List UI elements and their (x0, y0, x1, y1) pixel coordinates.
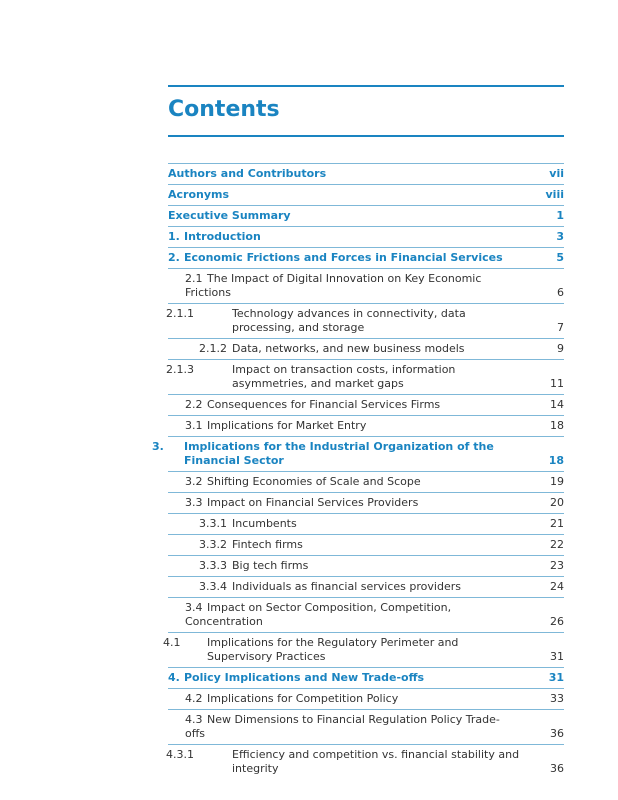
toc-entry-text: Implications for the Regulatory Perimeter and Supervisory Practices (207, 636, 459, 663)
toc-entry-number: 3.3.3 (199, 559, 227, 572)
toc-entry-subsection[interactable] (168, 513, 564, 534)
toc-entry-subsection[interactable] (168, 359, 564, 394)
toc-entry-text: Fintech firms (232, 538, 303, 551)
toc-page-number: 18 (550, 419, 564, 432)
toc-page-number: 24 (550, 580, 564, 593)
toc-page-number: 7 (557, 321, 564, 334)
toc-entry-number: 3.2 (185, 475, 203, 488)
toc-page-number: 31 (548, 671, 564, 684)
toc-page-number: viii (545, 188, 564, 201)
toc-entry-chapter[interactable] (168, 226, 564, 247)
toc-entry-text: Incumbents (232, 517, 297, 530)
toc-entry-subsection[interactable] (168, 338, 564, 359)
toc-entry-section[interactable] (168, 597, 564, 632)
toc-page-number: vii (549, 167, 564, 180)
toc-entry-text: Big tech firms (232, 559, 309, 572)
toc-entry-text: Economic Frictions and Forces in Financial Services (184, 251, 503, 264)
toc-entry-section[interactable] (168, 688, 564, 709)
toc-entry-text: Authors and Contributors (168, 167, 327, 180)
toc-entry-text: Individuals as financial services providers (232, 580, 461, 593)
toc-page-number: 9 (557, 342, 564, 355)
toc-entry-text: Shifting Economies of Scale and Scope (207, 475, 421, 488)
toc-entry-number: 2.1.1 (166, 307, 194, 320)
toc-page-number: 36 (550, 762, 564, 775)
toc-entry-subsection[interactable] (168, 534, 564, 555)
toc-entry-front[interactable] (168, 205, 564, 226)
toc-entry-section[interactable] (168, 471, 564, 492)
toc-entry-number: 4. (168, 671, 180, 684)
toc-page-number: 19 (550, 475, 564, 488)
toc-page-number: 20 (550, 496, 564, 509)
toc-page-number: 36 (550, 727, 564, 740)
toc-page-number: 5 (556, 251, 564, 264)
toc-entry-number: 2. (168, 251, 180, 264)
toc-entry-text: Impact on Sector Composition, Competition, Concentration (185, 601, 452, 628)
toc-page-number: 33 (550, 692, 564, 705)
toc-entry-text: Acronyms (168, 188, 230, 201)
toc-entry-text: Implications for the Industrial Organization of the Financial Sector (184, 440, 494, 467)
top-rule (168, 85, 564, 87)
toc-entry-text: Implications for Market Entry (207, 419, 367, 432)
toc-entry-number: 3.3.4 (199, 580, 227, 593)
toc-entry-text: Impact on Financial Services Providers (207, 496, 419, 509)
toc-entry-text: The Impact of Digital Innovation on Key Economic Frictions (185, 272, 482, 299)
toc-entry-number: 2.1.3 (166, 363, 194, 376)
toc-entry-subsection[interactable] (168, 744, 564, 779)
toc-entry-text: Data, networks, and new business models (232, 342, 465, 355)
toc-entry-front[interactable] (168, 163, 564, 184)
toc-page-number: 18 (548, 454, 564, 467)
toc-entry-number: 3. (152, 440, 164, 453)
toc-page-number: 6 (557, 286, 564, 299)
toc-entry-text: Introduction (184, 230, 261, 243)
toc-entry-text: New Dimensions to Financial Regulation Policy Trade-offs (185, 713, 500, 740)
toc-entry-chapter[interactable] (168, 247, 564, 268)
toc-entry-number: 4.3 (185, 713, 203, 726)
toc-entry-text: Technology advances in connectivity, data processing, and storage (232, 307, 466, 334)
toc-entry-number: 3.3 (185, 496, 203, 509)
toc-page-number: 11 (550, 377, 564, 390)
toc-entry-section[interactable] (168, 268, 564, 303)
contents-page (152, 85, 564, 779)
toc-page-number: 31 (550, 650, 564, 663)
page-title: Contents (168, 97, 280, 122)
toc-entry-section[interactable] (168, 709, 564, 744)
toc-page-number: 14 (550, 398, 564, 411)
toc-page-number: 1 (556, 209, 564, 222)
toc-entry-number: 2.1 (185, 272, 203, 285)
toc-entry-text: Implications for Competition Policy (207, 692, 399, 705)
toc-entry-text: Policy Implications and New Trade-offs (184, 671, 425, 684)
toc-entry-subsection[interactable] (168, 555, 564, 576)
toc-page-number: 26 (550, 615, 564, 628)
toc-entry-number: 2.1.2 (199, 342, 227, 355)
toc-entry-number: 2.2 (185, 398, 203, 411)
toc-entry-section[interactable] (163, 632, 564, 667)
toc-page-number: 21 (550, 517, 564, 530)
toc-entry-section[interactable] (168, 415, 564, 436)
toc-entry-text: Impact on transaction costs, information asymmetries, and market gaps (232, 363, 456, 390)
toc-entry-number: 3.4 (185, 601, 203, 614)
toc-entry-number: 3.1 (185, 419, 203, 432)
toc-entry-text: Efficiency and competition vs. financial stability and integrity (232, 748, 520, 775)
toc-entry-subsection[interactable] (168, 576, 564, 597)
toc-entry-text: Consequences for Financial Services Firms (207, 398, 441, 411)
toc-entry-number: 1. (168, 230, 180, 243)
toc-entry-chapter[interactable] (152, 436, 564, 471)
toc-entry-number: 4.1 (163, 636, 181, 649)
toc-entry-number: 4.2 (185, 692, 203, 705)
toc-page-number: 22 (550, 538, 564, 551)
toc-entry-front[interactable] (168, 184, 564, 205)
toc-entry-text: Executive Summary (168, 209, 291, 222)
toc-page-number: 23 (550, 559, 564, 572)
toc-entry-number: 4.3.1 (166, 748, 194, 761)
table-of-contents (152, 163, 564, 779)
toc-entry-subsection[interactable] (168, 303, 564, 338)
toc-page-number: 3 (556, 230, 564, 243)
toc-entry-number: 3.3.1 (199, 517, 227, 530)
toc-entry-number: 3.3.2 (199, 538, 227, 551)
toc-entry-section[interactable] (168, 492, 564, 513)
title-rule (168, 135, 564, 137)
toc-entry-section[interactable] (168, 394, 564, 415)
toc-entry-chapter[interactable] (168, 667, 564, 688)
